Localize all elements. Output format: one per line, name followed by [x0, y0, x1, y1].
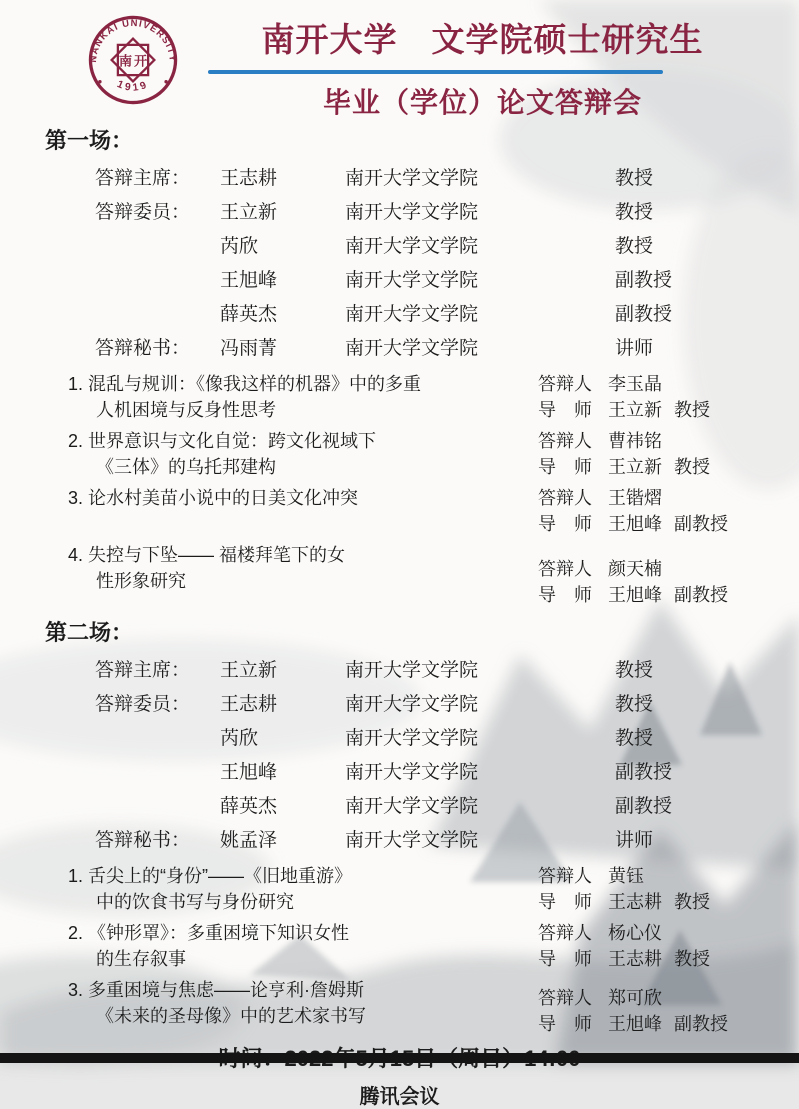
member-title: 副教授	[615, 303, 673, 325]
member-affiliation: 南开大学文学院	[345, 201, 479, 223]
defender-label: 答辩人	[538, 431, 592, 451]
thesis-item	[68, 428, 785, 480]
defender-name: 黄钰	[608, 866, 644, 886]
session-2-theses	[0, 855, 799, 1037]
session-2-committee	[0, 651, 799, 855]
session-1-theses	[0, 363, 799, 608]
svg-text:1919: 1919	[115, 79, 151, 94]
supervisor-label: 导 师	[538, 1014, 592, 1034]
defender-name: 杨心仪	[608, 923, 662, 943]
member-name: 薛英杰	[220, 303, 278, 325]
title-block	[192, 8, 773, 116]
supervisor-label: 导 师	[538, 400, 592, 420]
bottom-black-bar	[0, 1053, 799, 1063]
member-name: 王旭峰	[220, 269, 278, 291]
member-title: 教授	[615, 235, 654, 257]
supervisor-title: 教授	[674, 949, 710, 969]
member-name: 冯雨菁	[220, 337, 278, 359]
header	[0, 0, 799, 116]
member-affiliation: 南开大学文学院	[345, 167, 479, 189]
thesis-title-line: 人机困境与反身性思考	[96, 400, 276, 420]
member-name: 薛英杰	[220, 795, 278, 817]
member-title: 教授	[615, 201, 654, 223]
thesis-item	[68, 920, 785, 972]
supervisor-title: 副教授	[674, 1014, 728, 1034]
thesis-title-line: 《三体》的乌托邦建构	[96, 457, 276, 477]
defender-name: 李玉晶	[608, 374, 662, 394]
member-affiliation: 南开大学文学院	[345, 761, 479, 783]
thesis-title-line: 3. 论水村美苗小说中的日美文化冲突	[68, 488, 359, 508]
thesis-item	[68, 371, 785, 423]
supervisor-label: 导 师	[538, 892, 592, 912]
committee-row	[95, 295, 799, 329]
committee-row	[95, 329, 799, 363]
supervisor-name: 王旭峰	[608, 1014, 662, 1034]
member-title: 讲师	[615, 337, 654, 359]
supervisor-label: 导 师	[538, 514, 592, 534]
member-title: 教授	[615, 727, 654, 749]
member-affiliation: 南开大学文学院	[345, 693, 479, 715]
committee-row	[95, 821, 799, 855]
divider-line	[208, 70, 663, 74]
committee-row	[95, 159, 799, 193]
defender-label: 答辩人	[538, 488, 592, 508]
supervisor-title: 教授	[674, 400, 710, 420]
member-title: 副教授	[615, 269, 673, 291]
role-label: 答辩主席：	[95, 659, 191, 681]
role-label: 答辩主席：	[95, 167, 191, 189]
thesis-item	[68, 485, 785, 537]
role-label: 答辩委员：	[95, 693, 191, 715]
session-2-heading: 第二场：	[45, 620, 134, 645]
supervisor-label: 导 师	[538, 949, 592, 969]
supervisor-title: 副教授	[674, 514, 728, 534]
committee-row	[95, 227, 799, 261]
supervisor-title: 副教授	[674, 585, 728, 605]
supervisor-label: 导 师	[538, 585, 592, 605]
member-name: 王立新	[220, 659, 278, 681]
member-name: 王旭峰	[220, 761, 278, 783]
member-affiliation: 南开大学文学院	[345, 795, 479, 817]
thesis-title-line: 中的饮食书写与身份研究	[96, 892, 294, 912]
defender-name: 颜天楠	[608, 559, 662, 579]
defender-label: 答辩人	[538, 559, 592, 579]
thesis-item	[68, 863, 785, 915]
supervisor-name: 王志耕	[608, 949, 662, 969]
committee-row	[95, 685, 799, 719]
committee-row	[95, 651, 799, 685]
committee-row	[95, 753, 799, 787]
member-title: 教授	[615, 693, 654, 715]
thesis-item	[68, 977, 785, 1037]
supervisor-name: 王旭峰	[608, 514, 662, 534]
supervisor-title: 教授	[674, 457, 710, 477]
session-1-committee	[0, 159, 799, 363]
defender-name: 郑可欣	[608, 988, 662, 1008]
supervisor-name: 王立新	[608, 457, 662, 477]
member-name: 王志耕	[220, 693, 278, 715]
session-1-heading: 第一场：	[45, 128, 134, 153]
thesis-title-line: 《未来的圣母像》中的艺术家书写	[96, 1006, 366, 1026]
thesis-title-line: 3. 多重困境与焦虑——论亨利·詹姆斯	[68, 980, 365, 1000]
member-name: 姚孟泽	[220, 829, 278, 851]
svg-text:南: 南	[118, 53, 133, 69]
member-title: 教授	[615, 167, 654, 189]
thesis-title-line: 1. 舌尖上的“身份”——《旧地重游》	[68, 866, 352, 886]
role-label: 答辩秘书：	[95, 829, 191, 851]
member-affiliation: 南开大学文学院	[345, 269, 479, 291]
page-subtitle: 毕业（学位）论文答辩会	[322, 87, 642, 118]
member-affiliation: 南开大学文学院	[345, 829, 479, 851]
member-name: 王志耕	[220, 167, 278, 189]
thesis-item	[68, 542, 785, 608]
committee-row	[95, 719, 799, 753]
member-affiliation: 南开大学文学院	[345, 727, 479, 749]
member-affiliation: 南开大学文学院	[345, 659, 479, 681]
supervisor-label: 导 师	[538, 457, 592, 477]
member-name: 芮欣	[220, 727, 259, 749]
role-label: 答辩委员：	[95, 201, 191, 223]
svg-text:NANKAI UNIVERSITY: NANKAI UNIVERSITY	[87, 17, 179, 64]
member-affiliation: 南开大学文学院	[345, 303, 479, 325]
defender-label: 答辩人	[538, 866, 592, 886]
member-title: 讲师	[615, 829, 654, 851]
supervisor-name: 王志耕	[608, 892, 662, 912]
svg-text:开: 开	[133, 53, 148, 69]
role-label: 答辩秘书：	[95, 337, 191, 359]
thesis-title-line: 4. 失控与下坠—— 福楼拜笔下的女	[68, 545, 346, 565]
thesis-title-line: 性形象研究	[96, 571, 186, 591]
committee-row	[95, 261, 799, 295]
member-title: 教授	[615, 659, 654, 681]
defender-name: 王锴熠	[608, 488, 662, 508]
member-affiliation: 南开大学文学院	[345, 235, 479, 257]
supervisor-title: 教授	[674, 892, 710, 912]
page-title: 南开大学 文学院硕士研究生	[261, 21, 704, 58]
thesis-title-line: 1. 混乱与规训：《像我这样的机器》中的多重	[68, 374, 422, 394]
committee-row	[95, 787, 799, 821]
committee-row	[95, 193, 799, 227]
member-affiliation: 南开大学文学院	[345, 337, 479, 359]
member-title: 副教授	[615, 761, 673, 783]
thesis-title-line: 2. 《钟形罩》：多重困境下知识女性	[68, 923, 350, 943]
defender-label: 答辩人	[538, 988, 592, 1008]
member-name: 王立新	[220, 201, 278, 223]
defender-label: 答辩人	[538, 923, 592, 943]
member-name: 芮欣	[220, 235, 259, 257]
supervisor-name: 王立新	[608, 400, 662, 420]
event-platform: 腾讯会议	[359, 1086, 440, 1108]
member-title: 副教授	[615, 795, 673, 817]
thesis-title-line: 的生存叙事	[96, 949, 186, 969]
defender-label: 答辩人	[538, 374, 592, 394]
thesis-title-line: 2. 世界意识与文化自觉：跨文化视域下	[68, 431, 377, 451]
nankai-university-seal-icon	[74, 8, 192, 112]
defender-name: 曹祎铭	[608, 431, 662, 451]
supervisor-name: 王旭峰	[608, 585, 662, 605]
